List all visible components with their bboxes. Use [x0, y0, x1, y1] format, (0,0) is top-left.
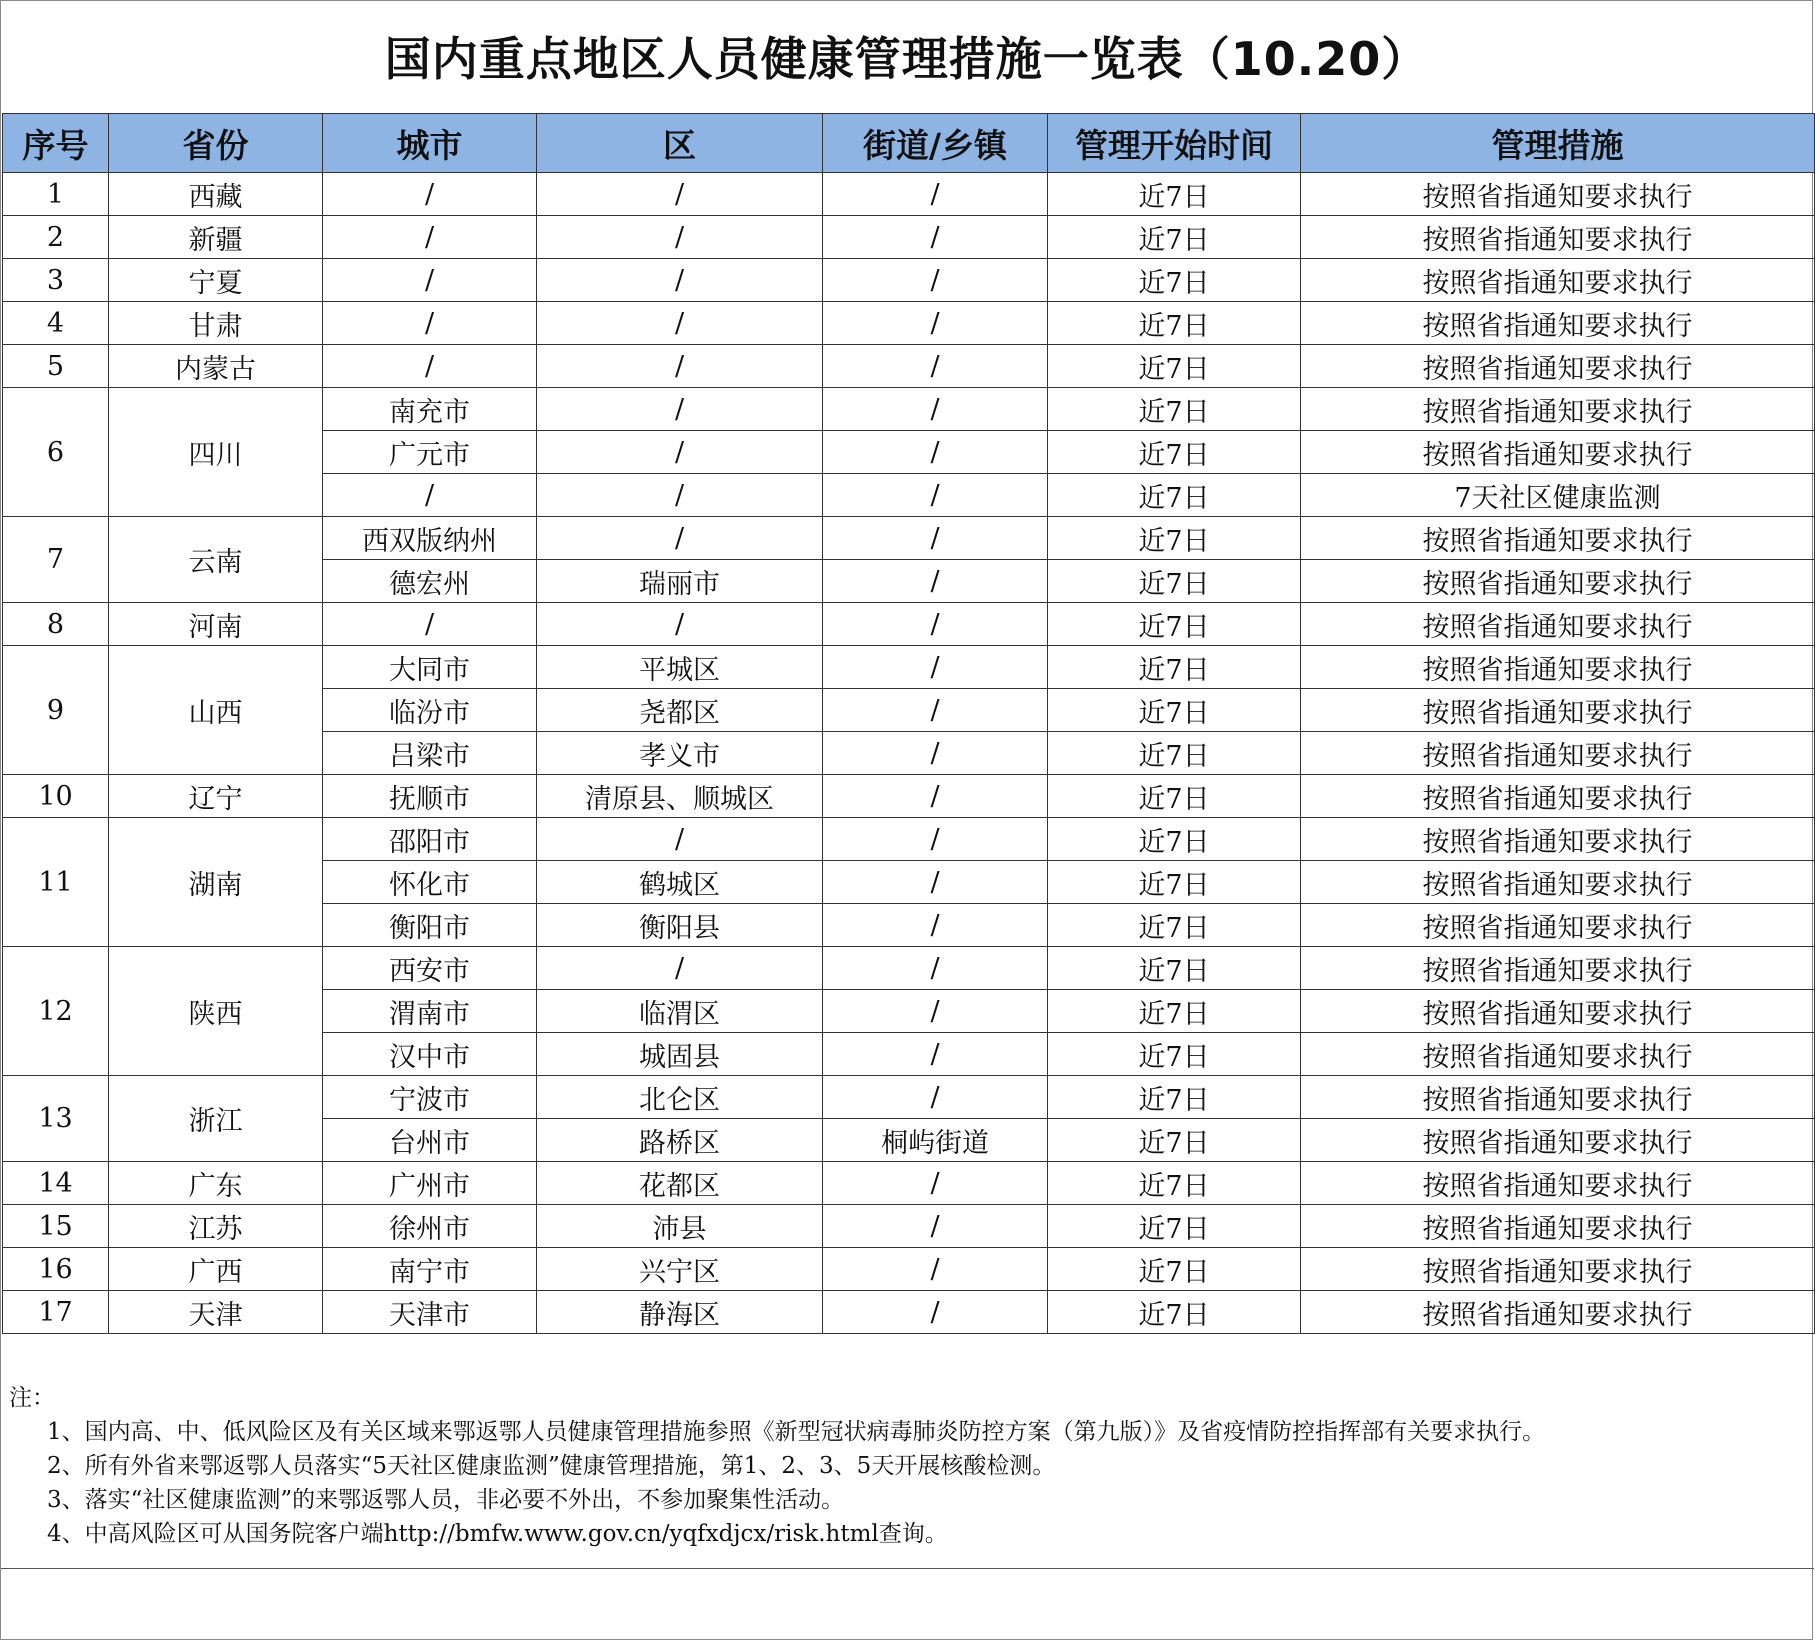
cell-measure: 按照省指通知要求执行 — [1301, 431, 1815, 474]
cell-city: 宁波市 — [323, 1076, 537, 1119]
cell-city: 广州市 — [323, 1162, 537, 1205]
notes-section — [9, 1381, 1545, 1551]
cell-no: 8 — [3, 603, 109, 646]
cell-street: / — [823, 173, 1048, 216]
cell-start-time: 近7日 — [1048, 1291, 1301, 1334]
note-item-2: 2、所有外省来鄂返鄂人员落实“5天社区健康监测”健康管理措施，第1、2、3、5天开展核酸检测。 — [47, 1453, 1056, 1479]
cell-no: 13 — [3, 1076, 109, 1162]
cell-measure: 按照省指通知要求执行 — [1301, 1076, 1815, 1119]
cell-city: 西双版纳州 — [323, 517, 537, 560]
cell-measure: 按照省指通知要求执行 — [1301, 732, 1815, 775]
cell-district: 花都区 — [537, 1162, 823, 1205]
cell-start-time: 近7日 — [1048, 173, 1301, 216]
cell-province: 四川 — [109, 388, 323, 517]
cell-city: 南充市 — [323, 388, 537, 431]
header-city: 城市 — [323, 114, 537, 173]
cell-start-time: 近7日 — [1048, 990, 1301, 1033]
cell-province: 浙江 — [109, 1076, 323, 1162]
cell-no: 12 — [3, 947, 109, 1076]
cell-measure: 按照省指通知要求执行 — [1301, 904, 1815, 947]
cell-start-time: 近7日 — [1048, 517, 1301, 560]
cell-province: 辽宁 — [109, 775, 323, 818]
table-row — [3, 345, 1815, 388]
cell-measure: 按照省指通知要求执行 — [1301, 259, 1815, 302]
cell-start-time: 近7日 — [1048, 1033, 1301, 1076]
cell-city: / — [323, 302, 537, 345]
cell-measure: 按照省指通知要求执行 — [1301, 1033, 1815, 1076]
cell-measure: 按照省指通知要求执行 — [1301, 861, 1815, 904]
cell-district: 北仑区 — [537, 1076, 823, 1119]
table-row — [3, 646, 1815, 689]
cell-district: / — [537, 259, 823, 302]
table-body — [3, 173, 1815, 1334]
header-start-time: 管理开始时间 — [1048, 114, 1301, 173]
cell-measure: 按照省指通知要求执行 — [1301, 689, 1815, 732]
cell-street: / — [823, 1205, 1048, 1248]
cell-district: / — [537, 947, 823, 990]
table-header-row — [3, 114, 1815, 173]
cell-measure: 按照省指通知要求执行 — [1301, 818, 1815, 861]
cell-start-time: 近7日 — [1048, 1076, 1301, 1119]
cell-street: / — [823, 861, 1048, 904]
cell-street: / — [823, 517, 1048, 560]
cell-street: / — [823, 388, 1048, 431]
cell-province: 新疆 — [109, 216, 323, 259]
cell-start-time: 近7日 — [1048, 345, 1301, 388]
cell-district: 沛县 — [537, 1205, 823, 1248]
cell-street: / — [823, 603, 1048, 646]
cell-district: / — [537, 173, 823, 216]
table-row — [3, 603, 1815, 646]
cell-city: 怀化市 — [323, 861, 537, 904]
cell-street: / — [823, 904, 1048, 947]
header-province: 省份 — [109, 114, 323, 173]
cell-start-time: 近7日 — [1048, 947, 1301, 990]
cell-district: 兴宁区 — [537, 1248, 823, 1291]
table-row — [3, 1162, 1815, 1205]
cell-start-time: 近7日 — [1048, 1205, 1301, 1248]
cell-city: 台州市 — [323, 1119, 537, 1162]
cell-province: 广西 — [109, 1248, 323, 1291]
cell-street: / — [823, 431, 1048, 474]
cell-city: 西安市 — [323, 947, 537, 990]
cell-street: / — [823, 990, 1048, 1033]
cell-district: 尧都区 — [537, 689, 823, 732]
cell-start-time: 近7日 — [1048, 732, 1301, 775]
cell-measure: 按照省指通知要求执行 — [1301, 560, 1815, 603]
cell-start-time: 近7日 — [1048, 818, 1301, 861]
cell-street: / — [823, 259, 1048, 302]
note-item-4: 4、中高风险区可从国务院客户端http://bmfw.www.gov.cn/yqfxdjcx/risk.html查询。 — [47, 1521, 948, 1547]
cell-start-time: 近7日 — [1048, 431, 1301, 474]
cell-measure: 按照省指通知要求执行 — [1301, 173, 1815, 216]
cell-city: 德宏州 — [323, 560, 537, 603]
cell-no: 7 — [3, 517, 109, 603]
cell-start-time: 近7日 — [1048, 388, 1301, 431]
cell-measure: 按照省指通知要求执行 — [1301, 345, 1815, 388]
cell-city: 渭南市 — [323, 990, 537, 1033]
cell-district: / — [537, 603, 823, 646]
table-row — [3, 818, 1815, 861]
table-row — [3, 947, 1815, 990]
cell-city: 大同市 — [323, 646, 537, 689]
cell-street: / — [823, 345, 1048, 388]
cell-district: / — [537, 216, 823, 259]
cell-start-time: 近7日 — [1048, 560, 1301, 603]
cell-province: 天津 — [109, 1291, 323, 1334]
cell-start-time: 近7日 — [1048, 775, 1301, 818]
cell-start-time: 近7日 — [1048, 689, 1301, 732]
cell-city: / — [323, 474, 537, 517]
cell-measure: 按照省指通知要求执行 — [1301, 302, 1815, 345]
cell-city: / — [323, 259, 537, 302]
cell-district: 瑞丽市 — [537, 560, 823, 603]
cell-start-time: 近7日 — [1048, 1119, 1301, 1162]
cell-street: 桐屿街道 — [823, 1119, 1048, 1162]
cell-district: 孝义市 — [537, 732, 823, 775]
cell-district: 鹤城区 — [537, 861, 823, 904]
cell-city: 邵阳市 — [323, 818, 537, 861]
note-item-1: 1、国内高、中、低风险区及有关区域来鄂返鄂人员健康管理措施参照《新型冠状病毒肺炎防控方案（第九版）》及省疫情防控指挥部有关要求执行。 — [47, 1419, 1546, 1445]
cell-city: / — [323, 603, 537, 646]
cell-street: / — [823, 775, 1048, 818]
cell-province: 云南 — [109, 517, 323, 603]
cell-street: / — [823, 646, 1048, 689]
cell-district: 城固县 — [537, 1033, 823, 1076]
cell-city: 临汾市 — [323, 689, 537, 732]
cell-street: / — [823, 1291, 1048, 1334]
cell-street: / — [823, 474, 1048, 517]
cell-measure: 按照省指通知要求执行 — [1301, 1162, 1815, 1205]
cell-district: 衡阳县 — [537, 904, 823, 947]
cell-measure: 7天社区健康监测 — [1301, 474, 1815, 517]
table-row — [3, 302, 1815, 345]
cell-start-time: 近7日 — [1048, 861, 1301, 904]
cell-start-time: 近7日 — [1048, 259, 1301, 302]
cell-province: 江苏 — [109, 1205, 323, 1248]
note-item-3: 3、落实“社区健康监测”的来鄂返鄂人员，非必要不外出，不参加聚集性活动。 — [47, 1487, 845, 1513]
cell-no: 16 — [3, 1248, 109, 1291]
cell-street: / — [823, 1033, 1048, 1076]
cell-province: 西藏 — [109, 173, 323, 216]
cell-city: 广元市 — [323, 431, 537, 474]
cell-street: / — [823, 1162, 1048, 1205]
cell-city: / — [323, 216, 537, 259]
cell-measure: 按照省指通知要求执行 — [1301, 775, 1815, 818]
cell-city: 衡阳市 — [323, 904, 537, 947]
header-district: 区 — [537, 114, 823, 173]
cell-measure: 按照省指通知要求执行 — [1301, 1119, 1815, 1162]
cell-measure: 按照省指通知要求执行 — [1301, 517, 1815, 560]
cell-measure: 按照省指通知要求执行 — [1301, 947, 1815, 990]
table-row — [3, 1248, 1815, 1291]
cell-district: / — [537, 302, 823, 345]
cell-street: / — [823, 560, 1048, 603]
cell-street: / — [823, 1248, 1048, 1291]
cell-street: / — [823, 216, 1048, 259]
cell-measure: 按照省指通知要求执行 — [1301, 1248, 1815, 1291]
cell-street: / — [823, 732, 1048, 775]
cell-district: / — [537, 345, 823, 388]
cell-province: 内蒙古 — [109, 345, 323, 388]
cell-district: / — [537, 517, 823, 560]
cell-start-time: 近7日 — [1048, 1248, 1301, 1291]
cell-start-time: 近7日 — [1048, 302, 1301, 345]
table-row — [3, 173, 1815, 216]
cell-no: 5 — [3, 345, 109, 388]
header-measure: 管理措施 — [1301, 114, 1815, 173]
cell-no: 11 — [3, 818, 109, 947]
cell-district: 静海区 — [537, 1291, 823, 1334]
cell-district: 平城区 — [537, 646, 823, 689]
cell-start-time: 近7日 — [1048, 603, 1301, 646]
cell-district: / — [537, 388, 823, 431]
cell-measure: 按照省指通知要求执行 — [1301, 216, 1815, 259]
header-street: 街道/乡镇 — [823, 114, 1048, 173]
cell-province: 陕西 — [109, 947, 323, 1076]
cell-district: 临渭区 — [537, 990, 823, 1033]
cell-no: 2 — [3, 216, 109, 259]
cell-district: / — [537, 818, 823, 861]
cell-no: 4 — [3, 302, 109, 345]
cell-measure: 按照省指通知要求执行 — [1301, 990, 1815, 1033]
notes-label: 注： — [9, 1385, 55, 1411]
cell-start-time: 近7日 — [1048, 646, 1301, 689]
cell-province: 湖南 — [109, 818, 323, 947]
cell-street: / — [823, 1076, 1048, 1119]
cell-city: 汉中市 — [323, 1033, 537, 1076]
cell-measure: 按照省指通知要求执行 — [1301, 1291, 1815, 1334]
cell-city: / — [323, 173, 537, 216]
table-row — [3, 388, 1815, 431]
cell-province: 甘肃 — [109, 302, 323, 345]
table-row — [3, 517, 1815, 560]
cell-measure: 按照省指通知要求执行 — [1301, 388, 1815, 431]
header-no: 序号 — [3, 114, 109, 173]
cell-no: 10 — [3, 775, 109, 818]
cell-province: 宁夏 — [109, 259, 323, 302]
table-row — [3, 1076, 1815, 1119]
cell-city: 抚顺市 — [323, 775, 537, 818]
cell-district: 清原县、顺城区 — [537, 775, 823, 818]
cell-measure: 按照省指通知要求执行 — [1301, 603, 1815, 646]
cell-district: / — [537, 431, 823, 474]
cell-province: 山西 — [109, 646, 323, 775]
cell-street: / — [823, 302, 1048, 345]
cell-no: 3 — [3, 259, 109, 302]
cell-street: / — [823, 947, 1048, 990]
cell-district: 路桥区 — [537, 1119, 823, 1162]
cell-start-time: 近7日 — [1048, 904, 1301, 947]
cell-city: 吕梁市 — [323, 732, 537, 775]
cell-start-time: 近7日 — [1048, 474, 1301, 517]
cell-province: 河南 — [109, 603, 323, 646]
table-row — [3, 259, 1815, 302]
cell-city: 南宁市 — [323, 1248, 537, 1291]
table-row — [3, 1205, 1815, 1248]
cell-measure: 按照省指通知要求执行 — [1301, 646, 1815, 689]
table-row — [3, 216, 1815, 259]
cell-city: / — [323, 345, 537, 388]
cell-no: 17 — [3, 1291, 109, 1334]
page-title: 国内重点地区人员健康管理措施一览表（10.20） — [384, 32, 1429, 86]
cell-street: / — [823, 818, 1048, 861]
cell-no: 9 — [3, 646, 109, 775]
cell-measure: 按照省指通知要求执行 — [1301, 1205, 1815, 1248]
cell-no: 15 — [3, 1205, 109, 1248]
cell-district: / — [537, 474, 823, 517]
cell-no: 6 — [3, 388, 109, 517]
cell-no: 1 — [3, 173, 109, 216]
cell-street: / — [823, 689, 1048, 732]
table-row — [3, 775, 1815, 818]
bottom-divider — [1, 1568, 1814, 1569]
table-row — [3, 1291, 1815, 1334]
health-measures-table — [2, 113, 1815, 1334]
cell-province: 广东 — [109, 1162, 323, 1205]
cell-no: 14 — [3, 1162, 109, 1205]
cell-city: 天津市 — [323, 1291, 537, 1334]
cell-start-time: 近7日 — [1048, 216, 1301, 259]
cell-start-time: 近7日 — [1048, 1162, 1301, 1205]
cell-city: 徐州市 — [323, 1205, 537, 1248]
